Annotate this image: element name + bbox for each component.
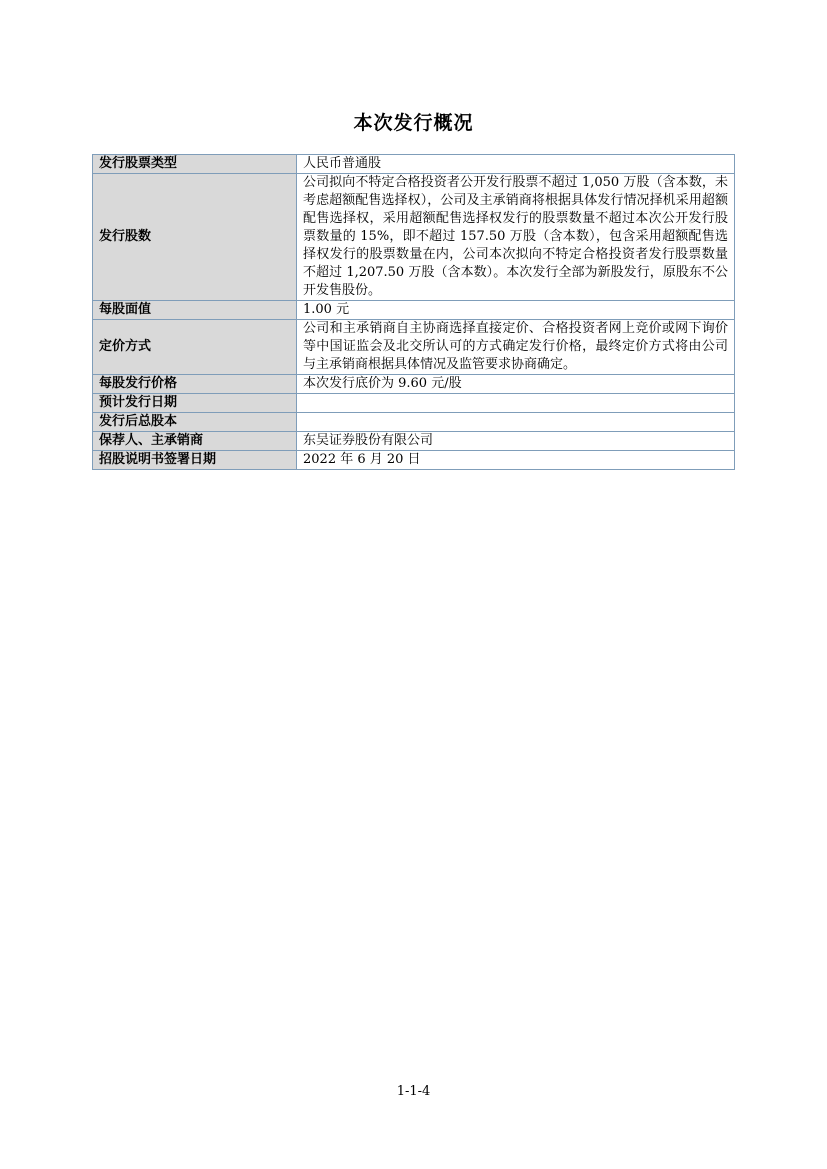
- row-label: 招股说明书签署日期: [93, 451, 297, 470]
- row-value: 人民币普通股: [297, 155, 735, 174]
- row-label: 发行股数: [93, 174, 297, 301]
- table-row: [93, 375, 735, 394]
- table-row: [93, 451, 735, 470]
- table-row: [93, 320, 735, 375]
- row-value: 2022 年 6 月 20 日: [297, 451, 735, 470]
- row-label: 发行后总股本: [93, 413, 297, 432]
- row-label: 发行股票类型: [93, 155, 297, 174]
- row-label: 每股面值: [93, 301, 297, 320]
- table-row: [93, 174, 735, 301]
- row-value: 1.00 元: [297, 301, 735, 320]
- row-label: 预计发行日期: [93, 394, 297, 413]
- offering-summary-table: [92, 154, 735, 470]
- page-title: 本次发行概况: [353, 112, 474, 134]
- row-value: 公司和主承销商自主协商选择直接定价、合格投资者网上竞价或网下询价等中国证监会及北交所认可的方式确定发行价格，最终定价方式将由公司与主承销商根据具体情况及监管要求协商确定。: [297, 320, 735, 375]
- table-row: [93, 301, 735, 320]
- row-label: 每股发行价格: [93, 375, 297, 394]
- page-number: 1-1-4: [396, 1084, 431, 1099]
- row-label: 定价方式: [93, 320, 297, 375]
- table-row: [93, 394, 735, 413]
- row-value: [297, 413, 735, 432]
- table-row: [93, 413, 735, 432]
- row-value: 本次发行底价为 9.60 元/股: [297, 375, 735, 394]
- row-label: 保荐人、主承销商: [93, 432, 297, 451]
- row-value: 东吴证券股份有限公司: [297, 432, 735, 451]
- table-row: [93, 432, 735, 451]
- row-value: [297, 394, 735, 413]
- table-row: [93, 155, 735, 174]
- row-value: 公司拟向不特定合格投资者公开发行股票不超过 1,050 万股（含本数，未考虑超额配售选择权），公司及主承销商将根据具体发行情况择机采用超额配售选择权，采用超额配售选择权发行的股票数量不超过本次公开发行股票数量的 15%，即不超过 157.50 万股（含本数），包含采用超额配售选择权发行的股票数量在内，公司本次拟向不特定合格投资者发行股票数量不超过 1,207.50 万股（含本数）。本次发行全部为新股发行，原股东不公开发售股份。: [297, 174, 735, 301]
